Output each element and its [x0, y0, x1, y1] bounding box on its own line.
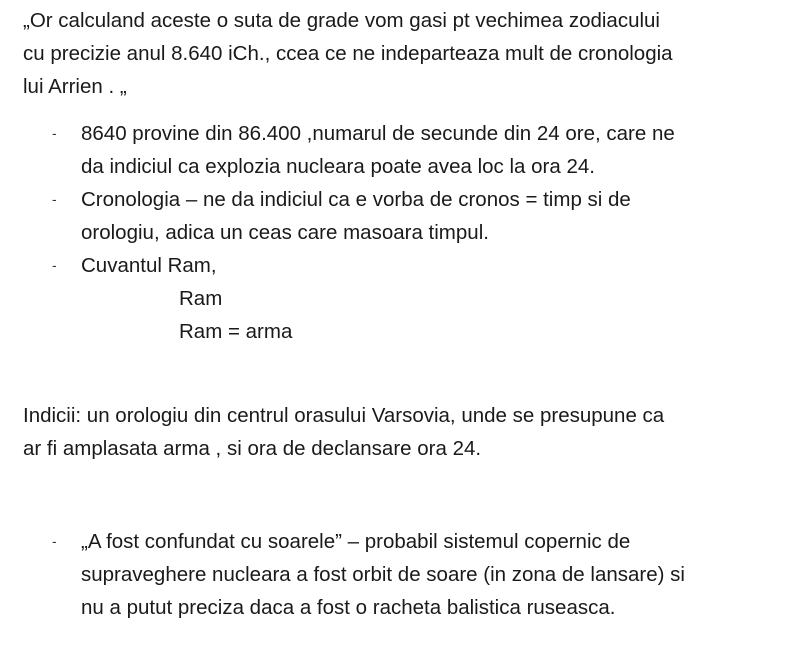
bullet-dash: -	[52, 125, 57, 141]
bullet-dash: -	[52, 533, 57, 549]
bullet-line: orologiu, adica un ceas care masoara timpul.	[81, 221, 489, 244]
bullet-text	[81, 525, 797, 624]
intro-line: lui Arrien . „	[23, 75, 127, 98]
clues-line: Indicii: un orologiu din centrul orasului Varsovia, unde se presupune ca	[23, 404, 665, 427]
bullet-line: 8640 provine din 86.400 ,numarul de secunde din 24 ore, care ne	[81, 122, 675, 145]
bullet-list-clues	[0, 117, 797, 348]
bullet-item	[0, 183, 797, 249]
ram-arma-line: Ram = arma	[179, 320, 293, 343]
bullet-text	[81, 183, 797, 249]
bullet-line: „A fost confundat cu soarele” – probabil sistemul copernic de	[81, 530, 631, 553]
bullet-list-sun	[0, 525, 797, 624]
bullet-line: Cuvantul Ram,	[81, 254, 217, 277]
clues-line: ar fi amplasata arma , si ora de declansare ora 24.	[23, 437, 482, 460]
bullet-line: da indiciul ca explozia nucleara poate avea loc la ora 24.	[81, 155, 595, 178]
bullet-dash: -	[52, 257, 57, 273]
bullet-line: Cronologia – ne da indiciul ca e vorba de cronos = timp si de	[81, 188, 631, 211]
bullet-item	[0, 249, 797, 348]
bullet-line: nu a putut preciza daca a fost o racheta balistica ruseasca.	[81, 596, 616, 619]
intro-line: cu precizie anul 8.640 iCh., ccea ce ne indeparteaza mult de cronologia	[23, 42, 673, 65]
intro-paragraph	[23, 4, 783, 103]
bullet-text	[81, 249, 797, 282]
bullet-item	[0, 117, 797, 183]
ram-line: Ram	[179, 287, 223, 310]
bullet-text	[81, 117, 797, 183]
clues-paragraph	[23, 399, 783, 465]
bullet-dash: -	[52, 191, 57, 207]
intro-line: „Or calculand aceste o suta de grade vom gasi pt vechimea zodiacului	[23, 9, 660, 32]
bullet-line: supraveghere nucleara a fost orbit de soare (in zona de lansare) si	[81, 563, 685, 586]
bullet-item	[0, 525, 797, 624]
